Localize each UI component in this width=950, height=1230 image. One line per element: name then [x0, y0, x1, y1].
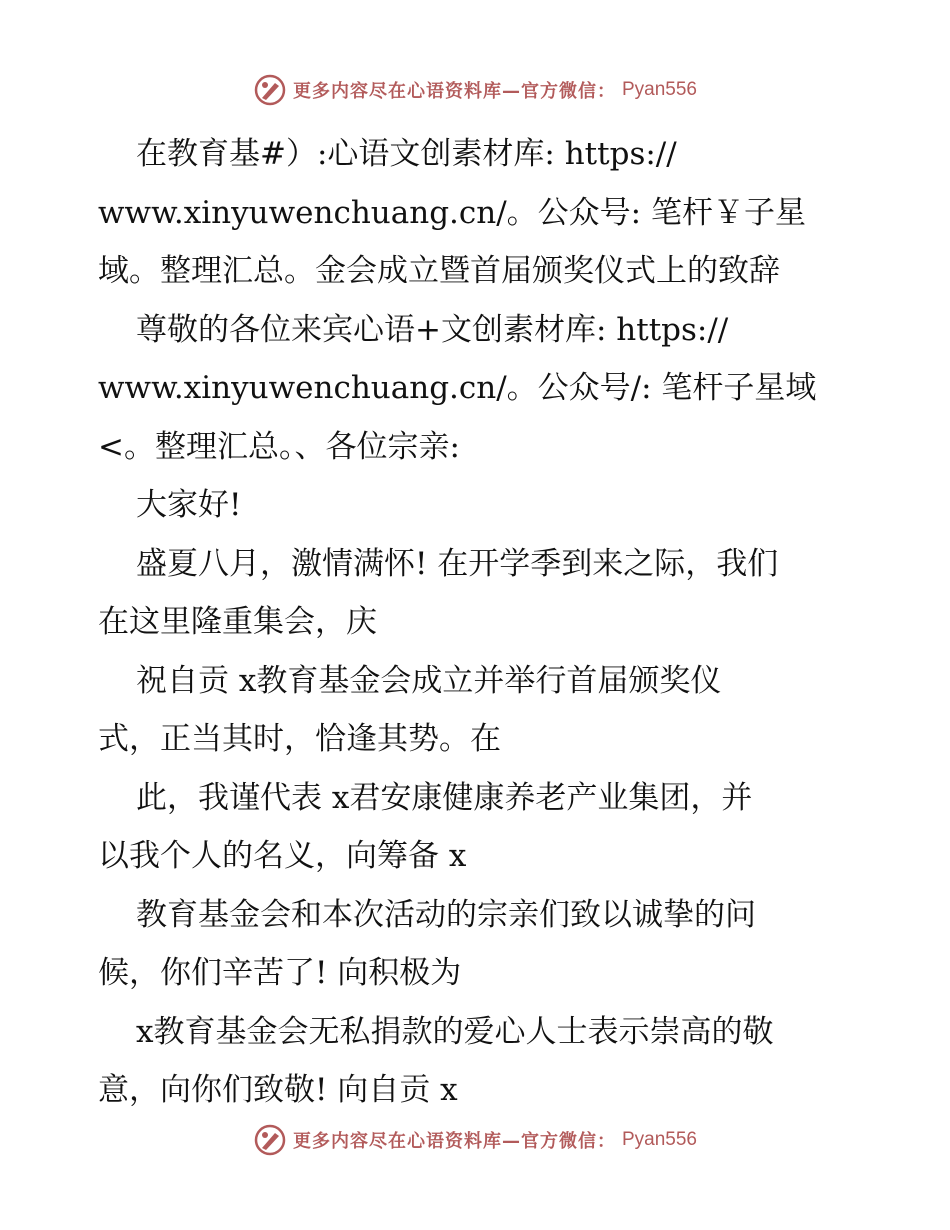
- text-line-12: 此，我谨代表 x君安康健康养老产业集团，并: [136, 779, 753, 816]
- text-line-5: www.xinyuwenchuang.cn/。公众号/: 笔杆子星域: [98, 370, 817, 406]
- text-line-16: x教育基金会无私捐款的爱心人士表示崇高的敬: [136, 1013, 774, 1050]
- text-line-11: 式，正当其时，恰逢其势。在: [98, 721, 501, 757]
- text-line-7: 大家好!: [136, 487, 242, 523]
- banner-wechat-id: Pyan556: [621, 79, 697, 100]
- text-line-6: <。整理汇总。、各位宗亲:: [98, 428, 460, 465]
- text-line-8: 盛夏八月，激情满怀! 在开学季到来之际，我们: [136, 545, 779, 582]
- document-body: [98, 125, 858, 1120]
- text-line-4: 尊敬的各位来宾心语+文创素材库: https://: [136, 311, 729, 348]
- text-line-3: 域。整理汇总。金会成立暨首届颁奖仪式上的致辞: [98, 253, 780, 289]
- text-line-14: 教育基金会和本次活动的宗亲们致以诚挚的问: [136, 896, 756, 933]
- text-line-13: 以我个人的名义，向筹备 x: [98, 838, 467, 874]
- banner-text: 更多内容尽在心语资料库—官方微信：: [292, 81, 616, 102]
- footer-banner: [0, 1120, 950, 1160]
- pen-logo-icon: [253, 73, 287, 107]
- pen-logo-icon: [253, 1123, 287, 1157]
- text-line-1: 在教育基#）:心语文创素材库: https://: [136, 136, 677, 172]
- text-line-9: 在这里隆重集会，庆: [98, 604, 377, 640]
- text-line-15: 候，你们辛苦了! 向积极为: [98, 955, 462, 991]
- text-line-17: 意，向你们致敬! 向自贡 x: [98, 1072, 458, 1108]
- banner-wechat-id: Pyan556: [621, 1129, 697, 1150]
- text-line-2: www.xinyuwenchuang.cn/。公众号: 笔杆￥子星: [98, 194, 806, 231]
- header-banner: [0, 70, 950, 110]
- text-line-10: 祝自贡 x教育基金会成立并举行首届颁奖仪: [136, 662, 722, 699]
- banner-text: 更多内容尽在心语资料库—官方微信：: [292, 1131, 616, 1152]
